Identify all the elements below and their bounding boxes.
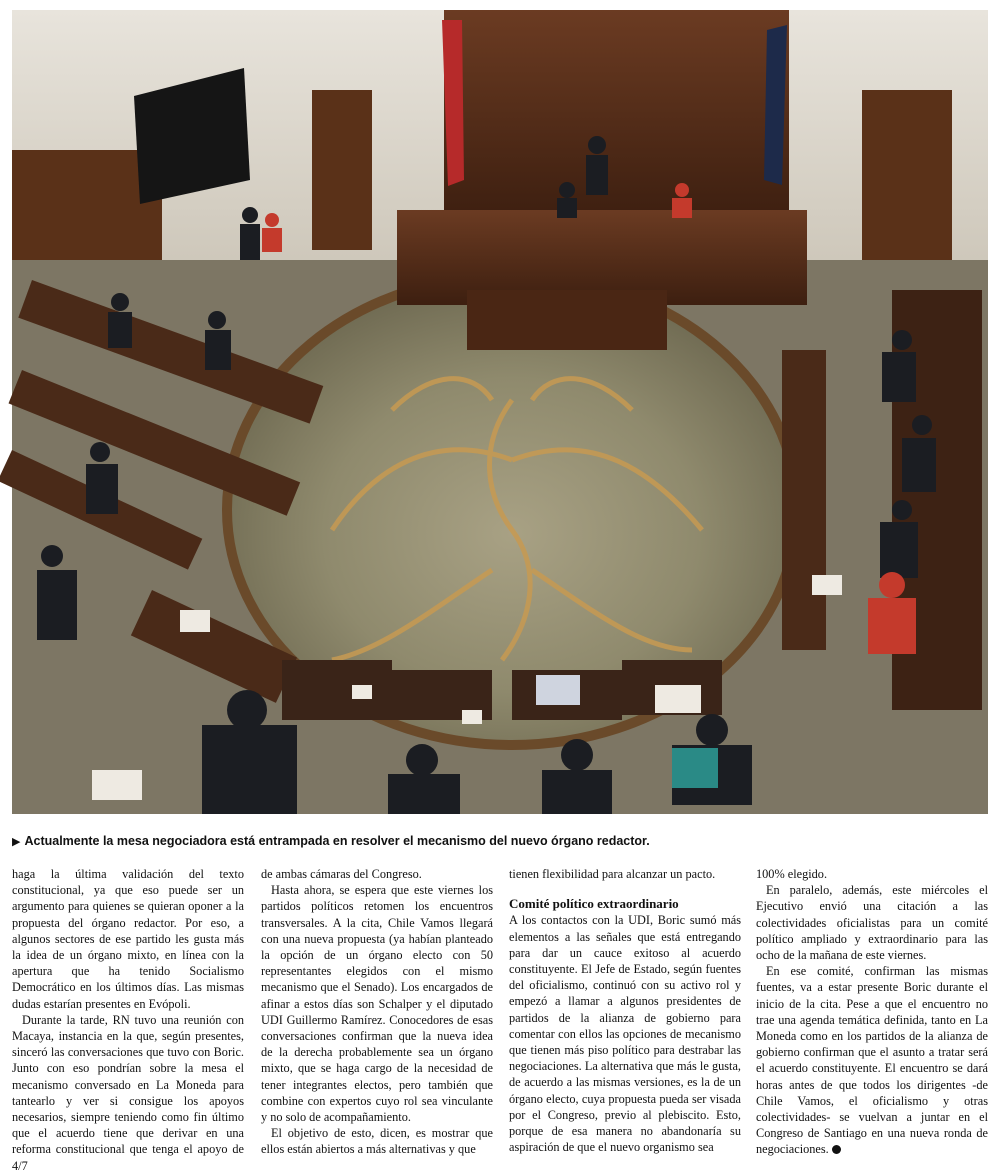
paragraph: A los contactos con la UDI, Boric sumó más elementos a las señales que está entregando para dar un cauce exitoso al acuerdo constituyente. El Jefe de Estado, según fuentes del oficialismo, continuó con su activo rol y empezó a llamar a algunos presidentes de partidos de la alianza de gobierno para comentar con ellos las opciones de mecanismo que tienen más piso político para destrabar las negociaciones. La alternativa que más le gusta, de acuerdo a las mismas versiones, es la de un órgano electo, cuya propuesta pueda ser visada por el Congreso, previo al plebiscito. Esto, porque de esa manera no abandonaría su aspiración de que el nuevo organismo sea [509, 913, 741, 1155]
paragraph: haga la última validación del texto constitucional, ya que eso puede ser un argumento para quienes se quieran oponer a la propuesta del órgano redactor. Por eso, a algunos sectores de ese partido les gusta más la idea de un órgano mixto, en línea con la apertura que ha tenido Socialismo Democrático en los últimos días. Las mismas dudas estarían presentes en Evópoli. [12, 867, 244, 1011]
paragraph: El objetivo de esto, dicen, es mostrar que ellos están abiertos a más alternativas y que [261, 1126, 493, 1157]
section-heading: Comité político extraordinario [509, 896, 679, 912]
paragraph-text: En ese comité, confirman las mismas fuentes, va a estar presente Boric durante el inicio de la cita. Pese a que el encuentro no trae una agenda temática definida, tanto en La Moneda como en los partidos de la alianza de gobierno confirman que el asunto a tratar será el acuerdo constituyente. El encuentro se dará horas antes de que todos los dirigentes -de Chile Vamos, el oficialismo y otras colectividades- se vuelvan a juntar en el Congreso de Santiago en una nueva ronda de negociaciones. [756, 964, 988, 1157]
paragraph: tienen flexibilidad para alcanzar un pacto. [509, 867, 716, 881]
caption-text: Actualmente la mesa negociadora está entrampada en resolver el mecanismo del nuevo órgano redactor. [24, 834, 650, 848]
end-of-article-icon [832, 1145, 841, 1154]
paragraph: de ambas cámaras del Congreso. [261, 867, 422, 881]
paragraph: 100% elegido. [756, 867, 828, 881]
paragraph-with-end-mark [756, 963, 988, 1157]
chamber-photo [12, 10, 988, 814]
article-column-2 [261, 866, 493, 1160]
article-body [12, 866, 988, 1173]
article-column-4 [756, 866, 988, 1160]
paragraph: Hasta ahora, se espera que este viernes los partidos políticos retomen los encuentros transversales. A la cita, Chile Vamos llegará con una nueva propuesta (ya habían planteado la opción de un órgano electo con 50 representantes elegidos con el mismo mecanismo que el Senado). Los encargados de afinar a estos días son Schalper y el diputado UDI Guillermo Ramírez. Conocedores de esas conversaciones confirman que la nueva idea de la derecha probablemente sea un órgano mixto, que se haga cargo de la necesidad de tener integrantes electos, pero también que combine con expertos cuyo rol sea vinculante y no solo de acompañamiento. [261, 883, 493, 1125]
chamber-photo-illustration [12, 10, 988, 814]
article-column-3 [509, 866, 741, 1160]
caption-arrow-icon: ▶ [12, 836, 21, 848]
article-column-1 [12, 866, 244, 1173]
paragraph: En paralelo, además, este miércoles el Ejecutivo envió una citación a las colectividades oficialistas para un comité político ampliado y extraordinario para las ocho de la mañana de este viernes. [756, 883, 988, 963]
photo-caption [12, 834, 988, 848]
paragraph: Durante la tarde, RN tuvo una reunión con Macaya, instancia en la que, según presentes, sinceró las conversaciones que tuvo con Boric. Junto con eso pondrían sobre la mesa el mecanismo conversado en La Moneda para tantearlo y ver si consigue los apoyos necesarios, siempre teniendo como fin último que el acuerdo tiene que derivar en una reforma constitucional que tenga el apoyo de 4/7 [12, 1012, 244, 1173]
